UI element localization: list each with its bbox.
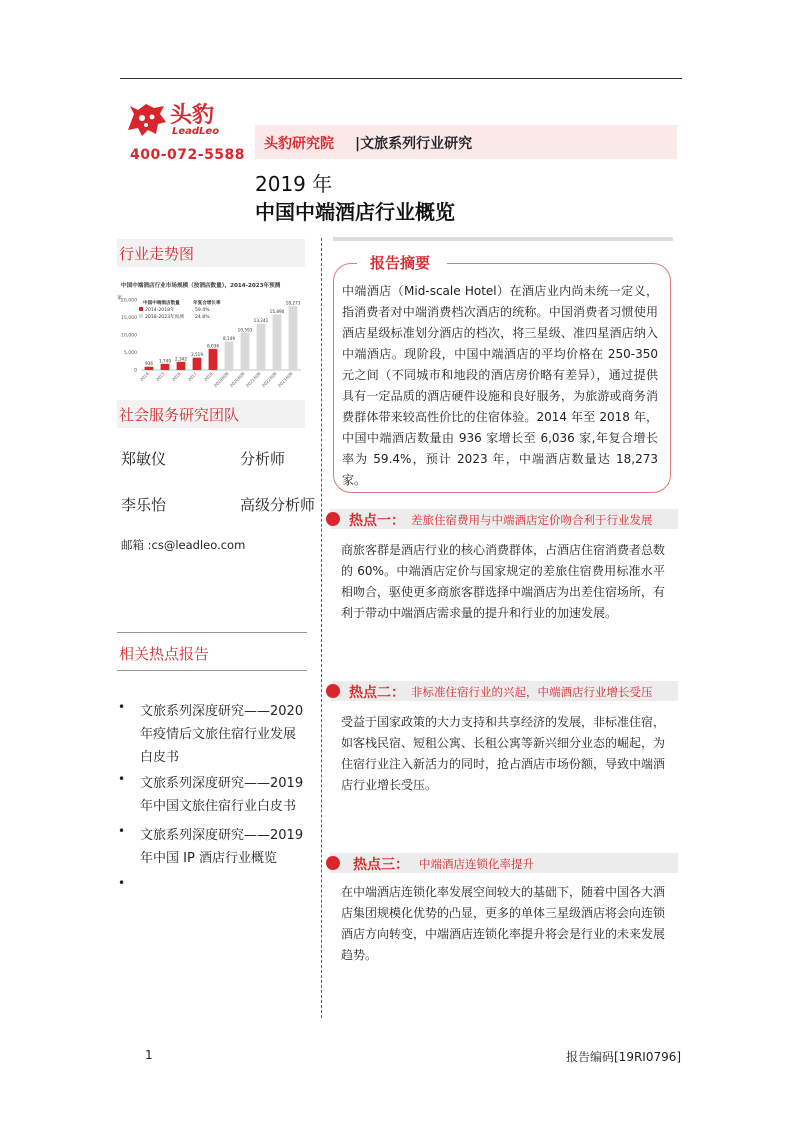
team-member-name: 李乐怡 [121, 496, 167, 514]
summary-top-bar [333, 237, 673, 241]
hotspot-label: 热点三： [353, 857, 409, 873]
chart-bar [289, 306, 298, 370]
hotspot-text: 商旅客群是酒店行业的核心消费群体，占酒店住宿消费者总数的 60%。中端酒店定价与国家规定的差旅住宿费用标准水平相吻合，驱使更多商旅客群选择中端酒店为出差住宿场所，有利于带动中端酒店需求量的提升和行业的加速发展。 [341, 543, 666, 620]
trend-chart [115, 278, 307, 390]
related-line: 年中国 IP 酒店行业概览 [140, 851, 277, 866]
related-line: 文旅系列深度研究——2020 [140, 704, 304, 719]
chart-data-label: 2,342 [175, 356, 187, 362]
chart-x-tick: 2016 [170, 371, 182, 383]
chart-bar [273, 314, 282, 370]
hotspot-marker-icon [326, 684, 340, 698]
chart-data-label: 3,519 [191, 352, 203, 358]
chart-bar [145, 367, 154, 370]
team-member-name: 郑敏仪 [121, 450, 167, 468]
banner-org: 头豹研究院 [264, 136, 334, 152]
bullet-icon: • [118, 824, 126, 838]
related-line: 文旅系列深度研究——2019 [140, 776, 304, 791]
chart-x-tick: 2014 [138, 371, 150, 383]
summary-label: 报告摘要 [370, 254, 431, 272]
chart-data-label: 936 [145, 361, 153, 367]
chart-x-tick: 2018 [202, 371, 214, 383]
related-report-link[interactable] [118, 824, 318, 870]
chart-data-label: 15,890 [269, 308, 285, 314]
chart-x-tick: 2020预测 [228, 371, 246, 389]
report-code: 报告编码[19RI0796] [566, 1050, 682, 1064]
chart-data-label: 1,749 [159, 358, 171, 364]
chart-y-tick: 15,000 [120, 316, 137, 321]
top-rule [120, 78, 682, 79]
chart-data-label: 18,273 [285, 300, 301, 306]
team-section-title: 社会服务研究团队 [119, 406, 240, 424]
chart-title: 中国中端酒店行业市场规模（按酒店数量），2014-2023年预测 [121, 283, 281, 289]
related-report-link[interactable] [118, 772, 318, 818]
chart-y-tick: 10,000 [120, 333, 137, 339]
phone-number: 400-072-5588 [130, 147, 246, 163]
chart-data-label: 13,241 [253, 318, 269, 324]
chart-bar [193, 358, 202, 370]
chart-bar [177, 362, 186, 370]
legend-header-series: 中国中端酒店数量 [143, 301, 180, 306]
chart-x-tick: 2015 [154, 371, 166, 383]
legend-rate-1: 59.4% [195, 308, 210, 313]
chart-data-label: 8,149 [223, 335, 235, 341]
chart-y-tick: 5,000 [123, 351, 137, 356]
chart-x-tick: 2022预测 [260, 371, 278, 389]
legend-rate-2: 24.8% [195, 315, 210, 320]
column-separator [321, 238, 322, 1018]
chart-data-label: 6,036 [207, 343, 219, 349]
related-report-link[interactable] [118, 700, 318, 769]
hotspot-marker-icon [326, 512, 340, 526]
summary-text: 中端酒店（Mid-scale Hotel）在酒店业内尚未统一定义，指消费者对中端消费档次酒店的统称。中国消费者习惯使用酒店星级标准划分酒店的档次，将三星级、准四星酒店纳入中端酒店。现阶段，中国中端酒店的平均价格在 250-350 元之间（不同城市和地段的酒店房价略有差异），通过提供具有一定品质的酒店硬件设施和良好服务，为旅游或商务消费群体带来较高性价比的住宿体验。2014 年至 2018 年，中国中端酒店数量由 936 家增长至 6,036 家,年复合增长率为 59.4%，预计 2023 年，中端酒店数量达 18,273 家。 [342, 284, 658, 487]
chart-bar [161, 364, 170, 370]
bullet-icon: • [118, 876, 126, 890]
related-line: 年疫情后文旅住宿行业发展 [140, 727, 297, 742]
chart-y-tick: 20,000 [120, 298, 137, 304]
chart-bar [209, 349, 218, 370]
hotspot-subtitle: 差旅住宿费用与中端酒店定价吻合利于行业发展 [411, 513, 653, 527]
banner-series: |文旅系列行业研究 [355, 136, 473, 152]
legend-swatch-1 [139, 307, 143, 311]
legend-header-rate: 年复合增长率 [193, 301, 221, 306]
related-line: 文旅系列深度研究——2019 [140, 828, 304, 843]
report-title: 中国中端酒店行业概览 [255, 200, 455, 224]
report-year: 2019 年 [255, 172, 333, 196]
chart-bar [241, 333, 250, 370]
bullet-icon: • [118, 700, 126, 714]
chart-bar [225, 341, 234, 370]
hotspot-text: 在中端酒店连锁化率发展空间较大的基础下，随着中国各大酒店集团规模化优势的凸显，更多的单体三星级酒店将会向连锁酒店方向转变，中端酒店连锁化率提升将会是行业的未来发展趋势。 [341, 885, 666, 962]
hotspot-text: 受益于国家政策的大力支持和共享经济的发展，非标准住宿，如客栈民宿、短租公寓、长租公寓等新兴细分业态的崛起，为住宿行业注入新活力的同时，抢占酒店市场份额，导致中端酒店行业增长受压。 [341, 715, 666, 792]
legend-entry-2: 2018-2023年预测 [145, 315, 184, 320]
leopard-logo-icon [124, 100, 168, 140]
related-bottom-divider [117, 670, 307, 671]
related-line: 白皮书 [140, 750, 180, 765]
chart-y-tick: 0 [134, 368, 137, 374]
logo-text: 头豹 [170, 103, 215, 128]
hotspot-label: 热点一： [349, 513, 405, 529]
related-section-title: 相关热点报告 [119, 645, 210, 663]
team-member-role: 高级分析师 [240, 496, 316, 514]
chart-bar [257, 324, 266, 370]
chart-y-label: 家 [117, 295, 123, 301]
hotspot-subtitle: 非标准住宿行业的兴起，中端酒店行业增长受压 [411, 685, 653, 699]
legend-entry-1: 2014-2018年 [145, 308, 175, 313]
contact-email[interactable]: 邮箱 :cs@leadleo.com [121, 538, 246, 552]
chart-x-tick: 2023预测 [276, 371, 294, 389]
hotspot-label: 热点二： [349, 685, 405, 701]
page-number: 1 [145, 1048, 153, 1062]
hotspot-marker-icon [326, 856, 340, 870]
hotspot-subtitle: 中端酒店连锁化率提升 [419, 857, 534, 871]
related-line: 年中国文旅住宿行业白皮书 [140, 799, 297, 814]
related-top-divider [117, 632, 307, 633]
chart-x-tick: 2017 [186, 371, 198, 383]
trend-section-title: 行业走势图 [119, 245, 195, 263]
chart-x-tick: 2021预测 [244, 371, 262, 389]
legend-swatch-2 [139, 314, 143, 318]
logo-subtext: LeadLeo [172, 126, 220, 137]
chart-data-label: 10,593 [237, 327, 253, 333]
bullet-icon: • [118, 772, 126, 786]
chart-x-tick: 2019预测 [212, 371, 230, 389]
team-member-role: 分析师 [240, 450, 286, 468]
